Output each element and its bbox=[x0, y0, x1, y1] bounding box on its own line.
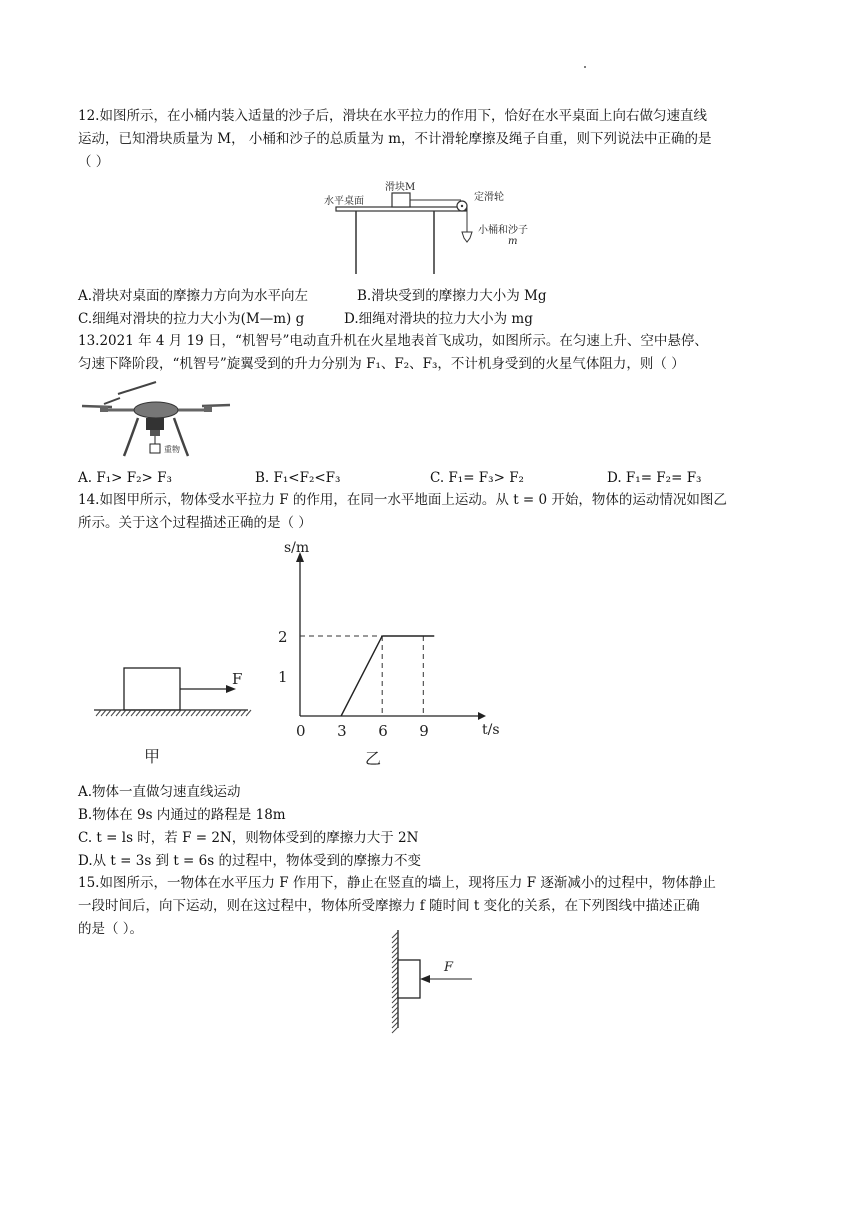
q13-option-b: B. F₁<F₂<F₃ bbox=[255, 470, 341, 486]
q15-stem-line2: 一段时间后，向下运动，则在这过程中，物体所受摩擦力 f 随时间 t 变化的关系，在下列图线中描述正确 bbox=[78, 898, 700, 914]
q13-stem-line1: 13.2021 年 4 月 19 日，“机智号”电动直升机在火星地表首飞成功，如图所示。在匀速上升、空中悬停、 bbox=[78, 333, 708, 349]
q13-body bbox=[134, 402, 178, 418]
q14-stem-line2: 所示。关于这个过程描述正确的是（ ） bbox=[78, 515, 312, 531]
q13-landing-gear-left bbox=[124, 418, 138, 456]
q14-force-label: F bbox=[232, 670, 243, 688]
q14-ground-hatching bbox=[96, 710, 251, 716]
q15-figure-wall bbox=[380, 930, 490, 1030]
q14-block bbox=[124, 668, 180, 710]
q14-y-axis-label: s/m bbox=[284, 540, 310, 556]
q12-option-a: A.滑块对桌面的摩擦力方向为水平向左 bbox=[78, 288, 309, 304]
q12-option-b: B.滑块受到的摩擦力大小为 Mg bbox=[357, 288, 547, 304]
q14-stem-line1: 14.如图甲所示，物体受水平拉力 F 的作用，在同一水平地面上运动。从 t = 0 开始，物体的运动情况如图乙 bbox=[78, 492, 727, 508]
q12-stem-line3: （ ） bbox=[78, 154, 110, 170]
q12-stem-line1: 12.如图所示，在小桶内装入适量的沙子后，滑块在水平拉力的作用下，恰好在水平桌面上向右做匀速直线 bbox=[78, 108, 707, 124]
q15-force-arrowhead bbox=[420, 975, 430, 983]
q12-option-d: D.细绳对滑块的拉力大小为 mg bbox=[344, 311, 533, 327]
q15-wall-hatching bbox=[392, 932, 398, 1033]
q13-label-weight: 重物 bbox=[164, 445, 180, 454]
q14-option-d: D.从 t = 3s 到 t = 6s 的过程中，物体受到的摩擦力不变 bbox=[78, 853, 421, 869]
q12-label-table: 水平桌面 bbox=[324, 196, 364, 207]
q12-figure-table-pulley bbox=[300, 176, 580, 276]
q12-label-block: 滑块M bbox=[385, 182, 416, 193]
q14-figure-yi-chart bbox=[270, 540, 520, 772]
q12-label-pulley: 定滑轮 bbox=[474, 192, 504, 203]
q13-rotor-blade-top bbox=[118, 382, 156, 394]
q12-bucket bbox=[462, 232, 472, 242]
q12-slider-block bbox=[392, 193, 410, 207]
x-tick-label: 3 bbox=[337, 722, 347, 740]
q12-option-c: C.细绳对滑块的拉力大小为(M—m) g bbox=[78, 311, 305, 327]
q13-option-c: C. F₁= F₃> F₂ bbox=[430, 470, 524, 486]
x-tick-label: 0 bbox=[296, 722, 306, 740]
q14-caption-jia: 甲 bbox=[144, 747, 161, 766]
q13-weight-box bbox=[150, 444, 160, 453]
q13-option-a: A. F₁> F₂> F₃ bbox=[78, 470, 172, 486]
y-tick-label: 2 bbox=[278, 628, 288, 646]
q15-stem-line3: 的是（ ）。 bbox=[78, 921, 144, 937]
q14-figure-jia bbox=[90, 660, 260, 770]
q13-camera-mount bbox=[146, 418, 164, 430]
q13-rotor-right bbox=[202, 405, 230, 406]
q12-label-bucket: 小桶和沙子 bbox=[478, 225, 528, 236]
q14-option-b: B.物体在 9s 内通过的路程是 18m bbox=[78, 807, 286, 823]
q15-force-label: F bbox=[444, 960, 454, 975]
q13-figure-helicopter bbox=[78, 376, 238, 466]
q14-st-graph bbox=[270, 540, 520, 772]
q13-option-d: D. F₁= F₂= F₃ bbox=[607, 470, 702, 486]
q15-stem-line1: 15.如图所示，一物体在水平压力 F 作用下，静止在竖直的墙上，现将压力 F 逐渐减小的过程中，物体静止 bbox=[78, 875, 716, 891]
q14-x-axis-label: t/s bbox=[482, 722, 500, 738]
x-tick-label: 9 bbox=[419, 722, 429, 740]
y-tick-label: 1 bbox=[278, 668, 288, 686]
series-segment bbox=[341, 636, 382, 716]
x-tick-label: 6 bbox=[378, 722, 388, 740]
q14-x-axis-arrow bbox=[478, 712, 486, 720]
page-marker-dot bbox=[584, 66, 586, 68]
q14-option-a: A.物体一直做匀速直线运动 bbox=[78, 784, 241, 800]
q14-option-c: C. t = ls 时，若 F = 2N，则物体受到的摩擦力大于 2N bbox=[78, 830, 419, 846]
q12-table-top bbox=[336, 207, 466, 211]
q12-stem-line2: 运动，已知滑块质量为 M， 小桶和沙子的总质量为 m，不计滑轮摩擦及绳子自重，则下列说法中正确的是 bbox=[78, 131, 712, 147]
q13-stem-line2: 匀速下降阶段，“机智号”旋翼受到的升力分别为 F₁、F₂、F₃，不计机身受到的火星气体阻力，则（ ） bbox=[78, 356, 685, 372]
q12-label-bucket-mass: m bbox=[508, 236, 518, 247]
q14-caption-yi: 乙 bbox=[365, 749, 382, 768]
q15-block bbox=[398, 960, 420, 998]
